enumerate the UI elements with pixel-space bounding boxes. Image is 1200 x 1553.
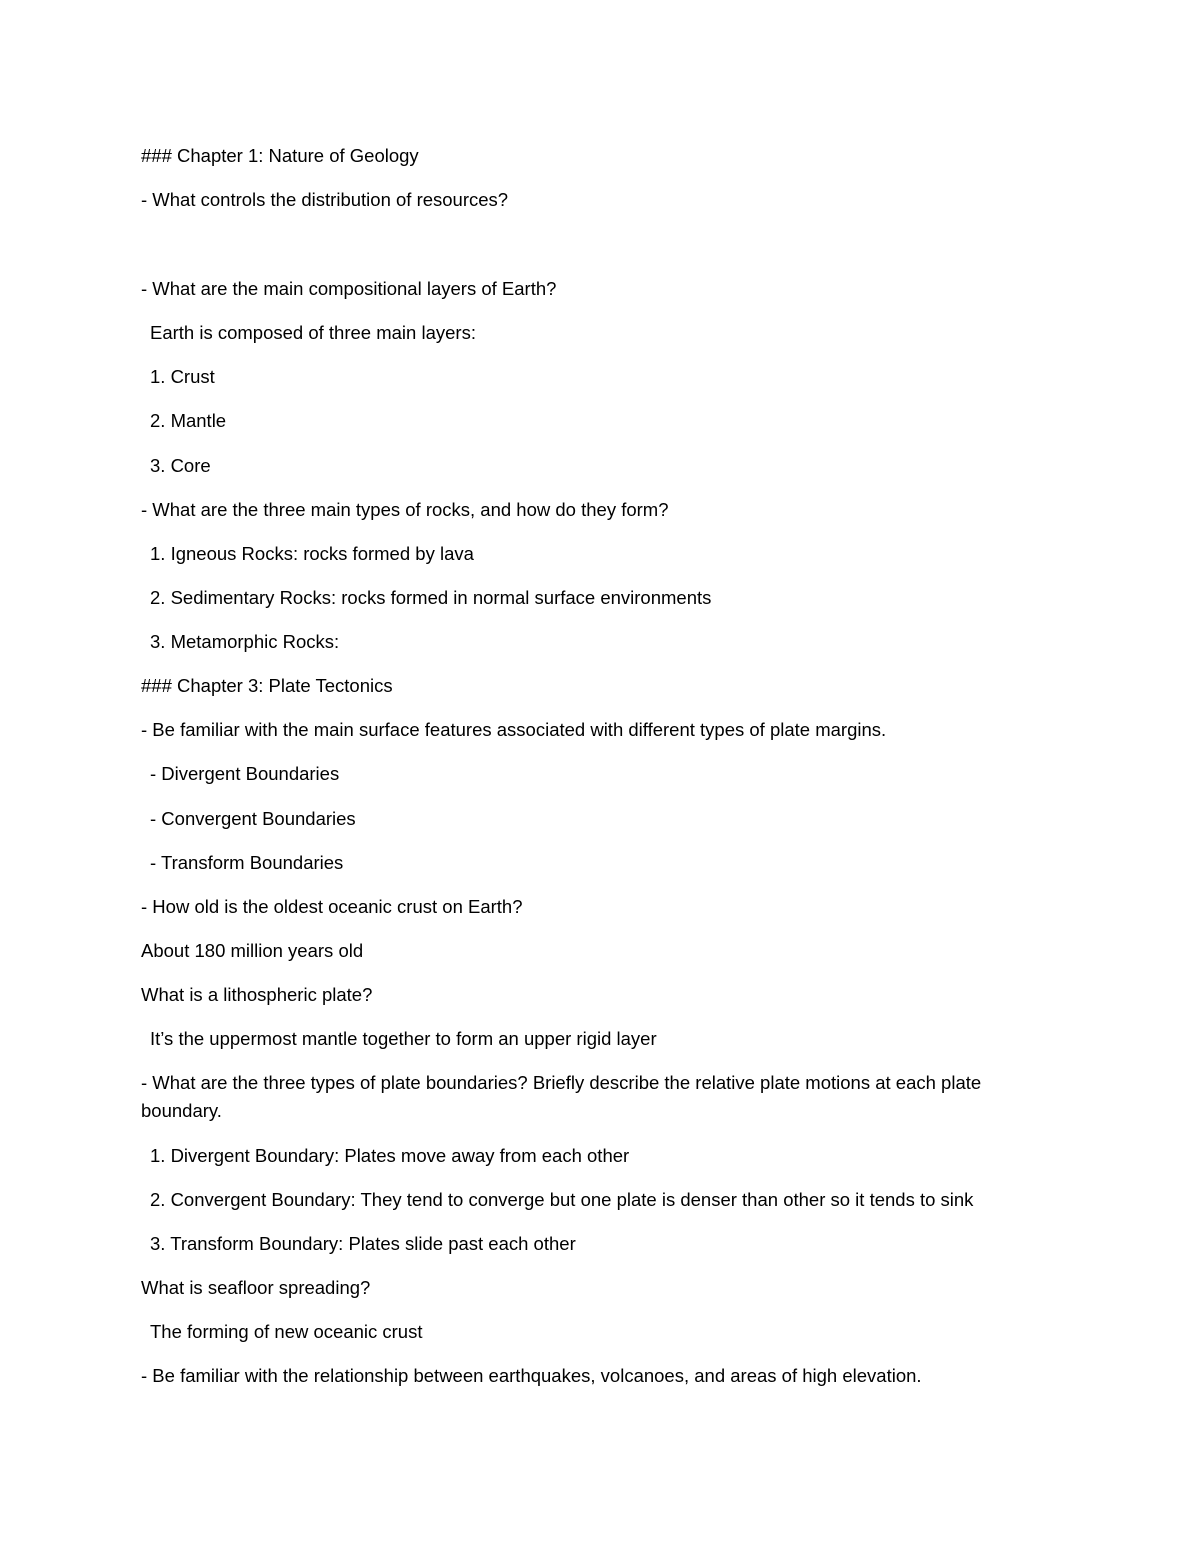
question-plate-boundaries: - What are the three types of plate boundaries? Briefly describe the relative plate motions at each plate boundary. xyxy=(141,1072,987,1121)
answer-transform-boundary: 3. Transform Boundary: Plates slide past each other xyxy=(150,1233,576,1254)
chapter-1-heading: ### Chapter 1: Nature of Geology xyxy=(141,145,419,166)
rock-metamorphic: 3. Metamorphic Rocks: xyxy=(150,631,340,652)
layer-core: 3. Core xyxy=(150,455,211,476)
question-oldest-crust: - How old is the oldest oceanic crust on Earth? xyxy=(141,896,523,917)
rock-igneous: 1. Igneous Rocks: rocks formed by lava xyxy=(150,543,474,564)
boundary-convergent: - Convergent Boundaries xyxy=(150,808,356,829)
layer-crust: 1. Crust xyxy=(150,366,215,387)
boundary-divergent: - Divergent Boundaries xyxy=(150,763,340,784)
answer-seafloor-spreading: The forming of new oceanic crust xyxy=(150,1321,423,1342)
rock-sedimentary: 2. Sedimentary Rocks: rocks formed in normal surface environments xyxy=(150,587,712,608)
question-lithospheric-plate: What is a lithospheric plate? xyxy=(141,984,373,1005)
chapter-3-heading: ### Chapter 3: Plate Tectonics xyxy=(141,675,393,696)
question-earthquakes-volcanoes: - Be familiar with the relationship between earthquakes, volcanoes, and areas of high elevation. xyxy=(141,1365,922,1386)
question-surface-features: - Be familiar with the main surface features associated with different types of plate margins. xyxy=(141,719,887,740)
answer-layers-intro: Earth is composed of three main layers: xyxy=(150,322,476,343)
answer-convergent-boundary: 2. Convergent Boundary: They tend to converge but one plate is denser than other so it tends to sink xyxy=(150,1189,974,1210)
boundary-transform: - Transform Boundaries xyxy=(150,852,344,873)
question-rock-types: - What are the three main types of rocks, and how do they form? xyxy=(141,499,669,520)
answer-lithospheric-plate: It’s the uppermost mantle together to form an upper rigid layer xyxy=(150,1028,657,1049)
question-layers: - What are the main compositional layers of Earth? xyxy=(141,278,557,299)
answer-oldest-crust: About 180 million years old xyxy=(141,940,364,961)
layer-mantle: 2. Mantle xyxy=(150,410,227,431)
question-seafloor-spreading: What is seafloor spreading? xyxy=(141,1277,371,1298)
answer-divergent-boundary: 1. Divergent Boundary: Plates move away from each other xyxy=(150,1145,630,1166)
question-resources: - What controls the distribution of resources? xyxy=(141,189,509,210)
